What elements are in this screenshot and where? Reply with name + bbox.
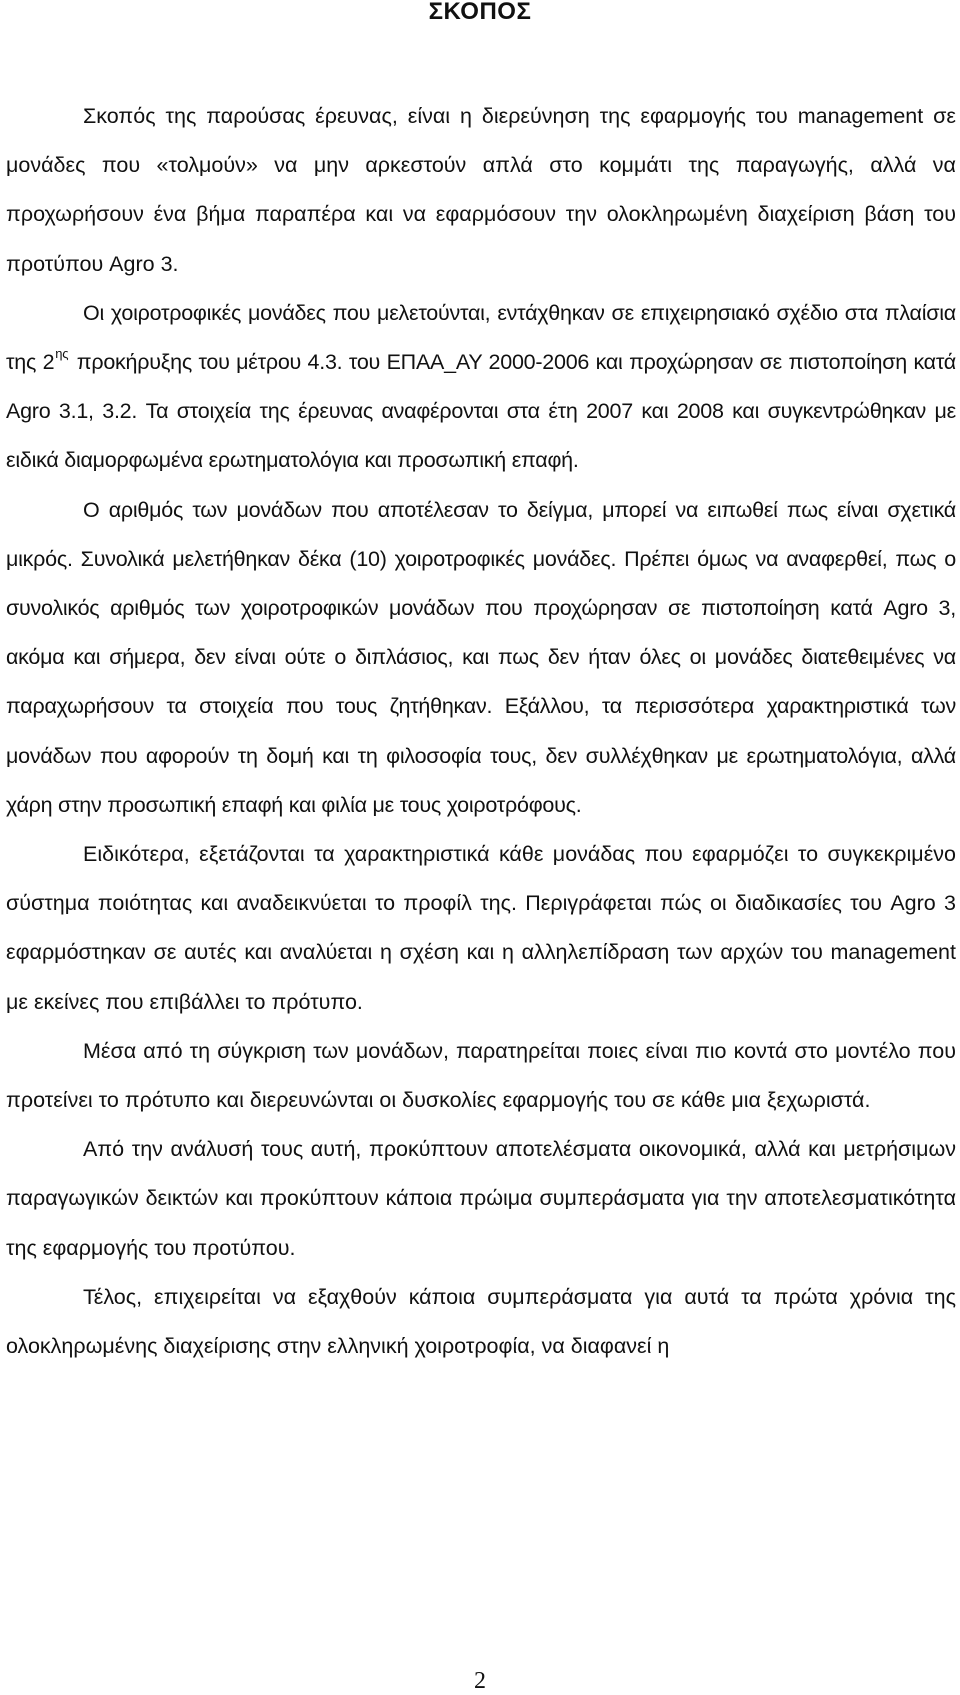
paragraph-analysis: Από την ανάλυσή τους αυτή, προκύπτουν αποτελέσματα οικονομικά, αλλά και μετρήσιμων παραγωγικών δεικτών και προκύπτουν κάποια πρώιμα συμπεράσματα για την αποτελεσματικότητα της εφαρμογής του προτύπου. [6,1137,956,1260]
page-title: ΣΚΟΠΟΣ [428,0,532,25]
paragraph-sample-size: Ο αριθμός των μονάδων που αποτέλεσαν το δείγμα, μπορεί να ειπωθεί πως είναι σχετικά μικρός. Συνολικά μελετήθηκαν δέκα (10) χοιροτροφικές μονάδες. Πρέπει όμως να αναφερθεί, πως ο συνολικός αριθμός των χοιροτροφικών μονάδων που προχώρησαν σε πιστοποίηση κατά Agro 3, ακόμα και σήμερα, δεν είναι ούτε ο διπλάσιος, και πως δεν ήταν όλες οι μονάδες διατεθειμένες να παραχωρήσουν τα στοιχεία που τους ζητήθηκαν. Εξάλλου, τα περισσότερα χαρακτηριστικά των μονάδων που αφορούν τη δομή και τη φιλοσοφία τους, δεν συλλέχθηκαν με ερωτηματολόγια, αλλά χάρη στην προσωπική επαφή και φιλία με τους χοιροτρόφους. [6,497,956,817]
paragraph-characteristics: Ειδικότερα, εξετάζονται τα χαρακτηριστικά κάθε μονάδας που εφαρμόζει το συγκεκριμένο σύστημα ποιότητας και αναδεικνύεται το προφίλ της. Περιγράφεται πώς οι διαδικασίες του Agro 3 εφαρμόστηκαν σε αυτές και αναλύεται η σχέση και η αλληλεπίδραση των αρχών του management με εκείνες που επιβάλλει το πρότυπο. [6,842,956,1014]
paragraph-units-certification [6,289,956,486]
paragraph-comparison: Μέσα από τη σύγκριση των μονάδων, παρατηρείται ποιες είναι πιο κοντά στο μοντέλο που προτείνει το πρότυπο και διερευνώνται οι δυσκολίες εφαρμογής του σε κάθε μια ξεχωριστά. [6,1038,956,1113]
ordinal-superscript: ης [55,346,69,362]
paragraph-conclusion: Τέλος, επιχειρείται να εξαχθούν κάποια συμπεράσματα για αυτά τα πρώτα χρόνια της ολοκληρωμένης διαχείρισης στην ελληνική χοιροτροφία, να διαφανεί η [6,1284,956,1359]
paragraph-text-after-superscript: προκήρυξης του μέτρου 4.3. του ΕΠΑΑ_ΑΥ 2000-2006 και προχώρησαν σε πιστοποίηση κατά Agro 3.1, 3.2. Τα στοιχεία της έρευνας αναφέρονται στα έτη 2007 και 2008 και συγκεντρώθηκαν με ειδικά διαμορφωμένα ερωτηματολόγια και προσωπική επαφή. [6,350,956,473]
page-number: 2 [474,1668,486,1694]
body-text [6,92,956,1371]
paragraph-text-before-superscript: Οι χοιροτροφικές μονάδες που μελετούνται, εντάχθηκαν σε επιχειρησιακό σχέδιο στα πλαίσια της 2 [6,300,956,375]
paragraph-purpose: Σκοπός της παρούσας έρευνας, είναι η διερεύνηση της εφαρμογής του management σε μονάδες που «τολμούν» να μην αρκεστούν απλά στο κομμάτι της παραγωγής, αλλά να προχωρήσουν ένα βήμα παραπέρα και να εφαρμόσουν την ολοκληρωμένη διαχείριση βάση του προτύπου Agro 3. [6,104,956,276]
